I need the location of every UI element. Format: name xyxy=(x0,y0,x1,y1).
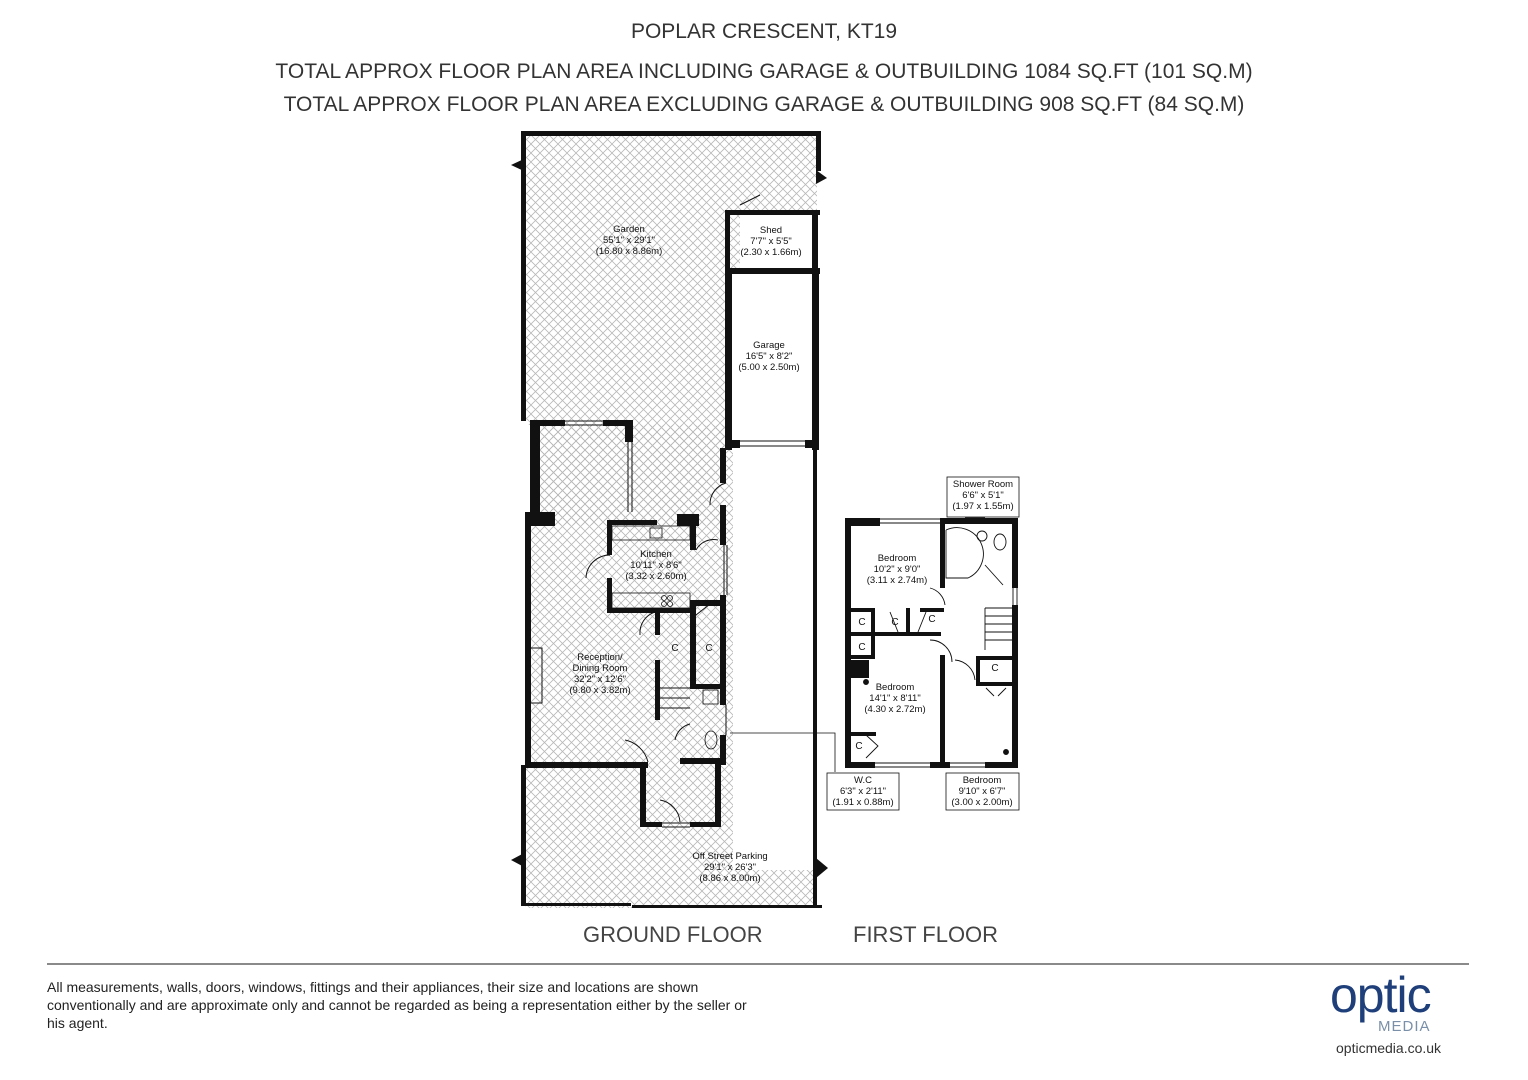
svg-text:W.C: W.C xyxy=(854,775,872,786)
svg-text:(4.30 x 2.72m): (4.30 x 2.72m) xyxy=(864,704,926,715)
room-label-garage xyxy=(738,340,799,373)
svg-text:6'6" x 5'1": 6'6" x 5'1" xyxy=(962,490,1004,501)
cupboard-label: C xyxy=(991,663,999,674)
svg-text:10'11" x 8'6": 10'11" x 8'6" xyxy=(630,560,682,571)
svg-text:Kitchen: Kitchen xyxy=(640,549,672,560)
room-label-parking xyxy=(692,851,767,884)
svg-text:(3.32 x 2.60m): (3.32 x 2.60m) xyxy=(625,571,687,582)
logo-wordmark: optic xyxy=(1330,967,1431,1023)
svg-text:(16.80 x 8.86m): (16.80 x 8.86m) xyxy=(595,246,663,257)
disclaimer-text: All measurements, walls, doors, windows, fittings and their appliances, their size and locations are shown conventionally and are approximate only and cannot be regarded as being a representation either by the seller or his agent. xyxy=(47,979,747,1031)
first-floor-label: FIRST FLOOR xyxy=(853,922,999,947)
svg-text:Bedroom: Bedroom xyxy=(962,775,1002,786)
svg-text:9'10" x 6'7": 9'10" x 6'7" xyxy=(958,786,1006,797)
cupboard-label: C xyxy=(855,741,863,752)
website-url: opticmedia.co.uk xyxy=(1336,1040,1442,1056)
svg-text:(1.91 x 0.88m): (1.91 x 0.88m) xyxy=(832,797,894,808)
room-label-reception xyxy=(569,652,630,696)
area-excluding-garage: TOTAL APPROX FLOOR PLAN AREA EXCLUDING GARAGE & OUTBUILDING 908 SQ.FT (84 SQ.M) xyxy=(283,93,1245,116)
svg-text:Dining Room: Dining Room xyxy=(572,663,628,674)
svg-text:29'1" x 26'3": 29'1" x 26'3" xyxy=(703,862,757,873)
svg-text:Bedroom: Bedroom xyxy=(875,682,915,693)
label-boxes xyxy=(827,477,1019,810)
svg-text:Shed: Shed xyxy=(759,225,783,236)
svg-text:14'1" x 8'11": 14'1" x 8'11" xyxy=(869,693,921,704)
svg-text:7'7" x 5'5": 7'7" x 5'5" xyxy=(750,236,792,247)
svg-text:(9.80 x 3.82m): (9.80 x 3.82m) xyxy=(569,685,631,696)
svg-text:Reception/: Reception/ xyxy=(577,652,623,663)
ground-floor-label: GROUND FLOOR xyxy=(583,922,763,947)
cupboard-label: C xyxy=(891,617,899,628)
svg-text:10'2" x 9'0": 10'2" x 9'0" xyxy=(873,564,921,575)
svg-text:Shower Room: Shower Room xyxy=(952,479,1014,490)
optic-media-logo xyxy=(1330,967,1475,1058)
cupboard-label: C xyxy=(705,643,713,654)
svg-text:55'1" x 29'1": 55'1" x 29'1" xyxy=(602,235,656,246)
svg-text:(1.97 x 1.55m): (1.97 x 1.55m) xyxy=(952,501,1014,512)
svg-text:(3.11 x 2.74m): (3.11 x 2.74m) xyxy=(866,575,928,586)
plan-title: POPLAR CRESCENT, KT19 xyxy=(630,20,898,43)
room-label-bedroom-2 xyxy=(864,682,925,715)
svg-text:32'2" x 12'6": 32'2" x 12'6" xyxy=(573,674,627,685)
svg-text:(8.86 x 8.00m): (8.86 x 8.00m) xyxy=(699,873,761,884)
room-label-shed xyxy=(740,225,801,258)
svg-text:16'5" x 8'2": 16'5" x 8'2" xyxy=(745,351,793,362)
svg-text:Off Street Parking: Off Street Parking xyxy=(692,851,768,862)
logo-subtitle: MEDIA xyxy=(1378,1018,1431,1035)
svg-text:Bedroom: Bedroom xyxy=(877,553,917,564)
cupboard-label: C xyxy=(671,643,679,654)
footer-divider xyxy=(47,963,1469,965)
svg-text:(5.00 x 2.50m): (5.00 x 2.50m) xyxy=(738,362,800,373)
cupboard-label: C xyxy=(858,642,866,653)
cupboard-label: C xyxy=(858,617,866,628)
svg-text:6'3" x 2'11": 6'3" x 2'11" xyxy=(839,786,887,797)
svg-text:Garage: Garage xyxy=(753,340,785,351)
cupboard-label: C xyxy=(928,614,936,625)
svg-text:(3.00 x 2.00m): (3.00 x 2.00m) xyxy=(951,797,1013,808)
room-label-bedroom-1 xyxy=(867,553,928,586)
area-including-garage: TOTAL APPROX FLOOR PLAN AREA INCLUDING GARAGE & OUTBUILDING 1084 SQ.FT (101 SQ.M) xyxy=(275,60,1253,83)
svg-text:Garden: Garden xyxy=(613,224,645,235)
first-floor-walls xyxy=(845,518,1018,768)
svg-text:(2.30 x 1.66m): (2.30 x 1.66m) xyxy=(740,247,802,258)
